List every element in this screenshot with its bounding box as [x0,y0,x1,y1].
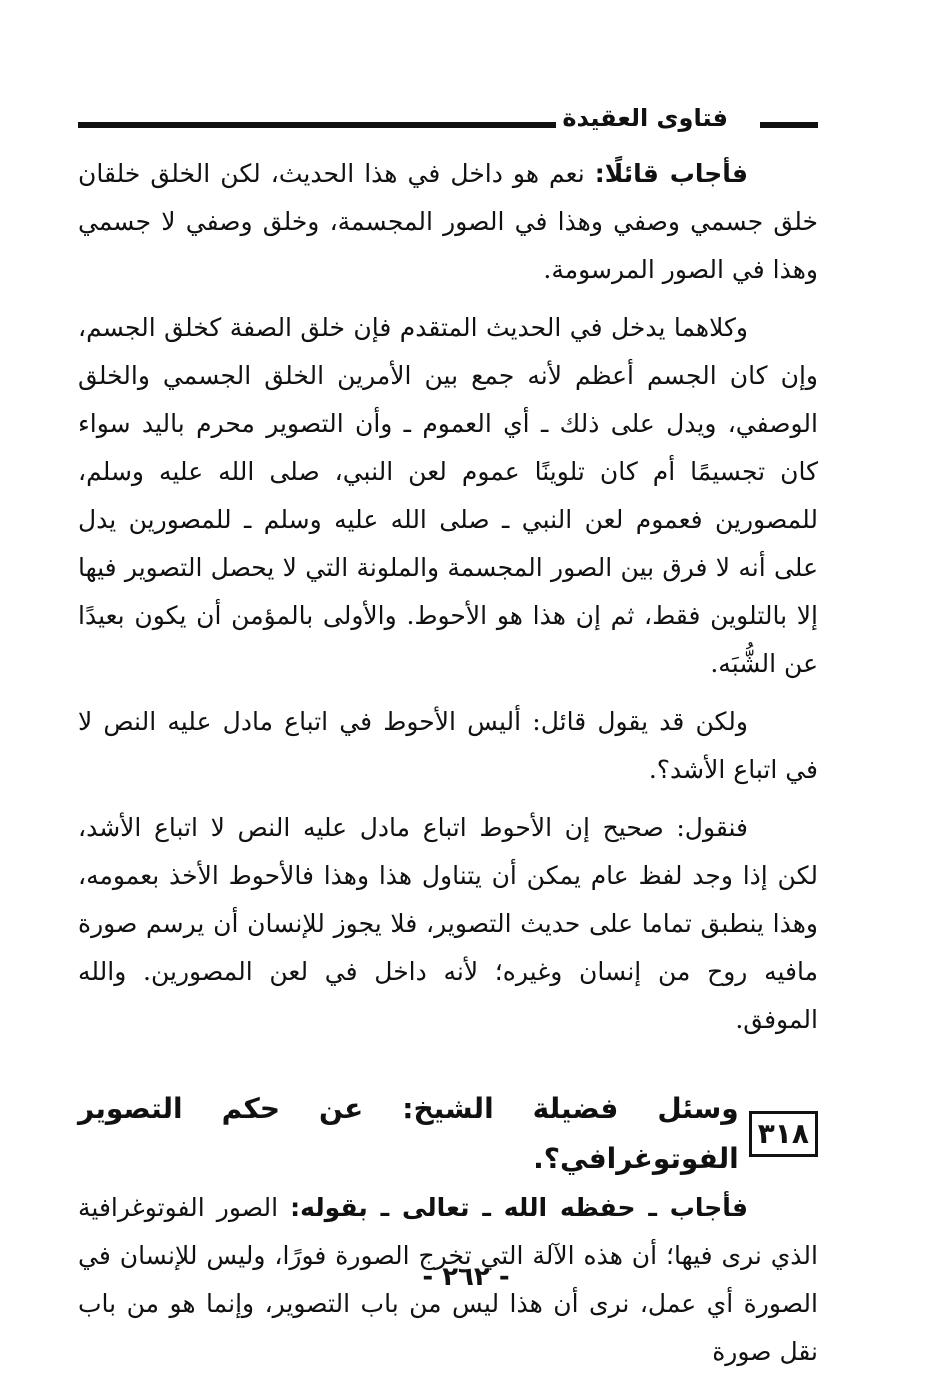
page-body [78,150,818,1386]
paragraph-2 [78,304,818,688]
paragraph-1-text: نعم هو داخل في هذا الحديث، لكن الخلق خلقان خلق جسمي وصفي وهذا في الصور المجسمة، وخلق وصفي لا جسمي وهذا في الصور المرسومة. [78,159,818,284]
running-header [78,100,818,140]
page-number: - ٢٦٢ - [422,1262,510,1292]
answer-text: الصور الفوتوغرافية الذي نرى فيها؛ أن هذه الآلة التي تخرج الصورة فورًا، وليس للإنسان في الصورة أي عمل، نرى أن هذا ليس من باب التصوير، وإنما هو من باب نقل صورة [78,1193,818,1366]
header-title: فتاوى العقيدة [562,104,728,132]
header-rule-long [78,122,556,128]
paragraph-1 [78,150,818,294]
paragraph-4-text: فنقول: صحيح إن الأحوط اتباع مادل عليه النص لا اتباع الأشد، لكن إذا وجد لفظ عام يمكن أن يتناول هذا وهذا فالأحوط الأخذ بعمومه، وهذا ينطبق تماما على حديث التصوير، فلا يجوز للإنسان أن يرسم صورة مافيه روح من إنسان وغيره؛ لأنه داخل في لعن المصورين. والله الموفق. [78,813,818,1034]
header-rule-short [760,122,818,128]
paragraph-3 [78,698,818,794]
paragraph-1-lead: فأجاب قائلًا: [594,159,748,188]
paragraph-2-text: وكلاهما يدخل في الحديث المتقدم فإن خلق الصفة كخلق الجسم، وإن كان الجسم أعظم لأنه جمع بين الأمرين الخلق الجسمي والخلق الوصفي، ويدل على ذلك ـ أي العموم ـ وأن التصوير محرم باليد سواء كان تجسيمًا أم كان تلوينًا عموم لعن النبي، صلى الله عليه وسلم، للمصورين فعموم لعن النبي ـ صلى الله عليه وسلم ـ للمصورين يدل على أنه لا فرق بين الصور المجسمة والملونة التي لا يحصل التصوير فيها إلا بالتلوين فقط، ثم إن هذا هو الأحوط. والأولى بالمؤمن أن يكون بعيدًا عن الشُّبَه. [78,313,818,678]
question-number: ٣١٨ [749,1111,818,1157]
question-text: وسئل فضيلة الشيخ: عن حكم التصوير الفوتوغرافي؟. [78,1092,739,1175]
question-heading [78,1084,818,1184]
paragraph-4 [78,804,818,1044]
answer-lead: فأجاب ـ حفظه الله ـ تعالى ـ بقوله: [290,1193,748,1222]
paragraph-3-text: ولكن قد يقول قائل: أليس الأحوط في اتباع مادل عليه النص لا في اتباع الأشد؟. [78,707,818,784]
